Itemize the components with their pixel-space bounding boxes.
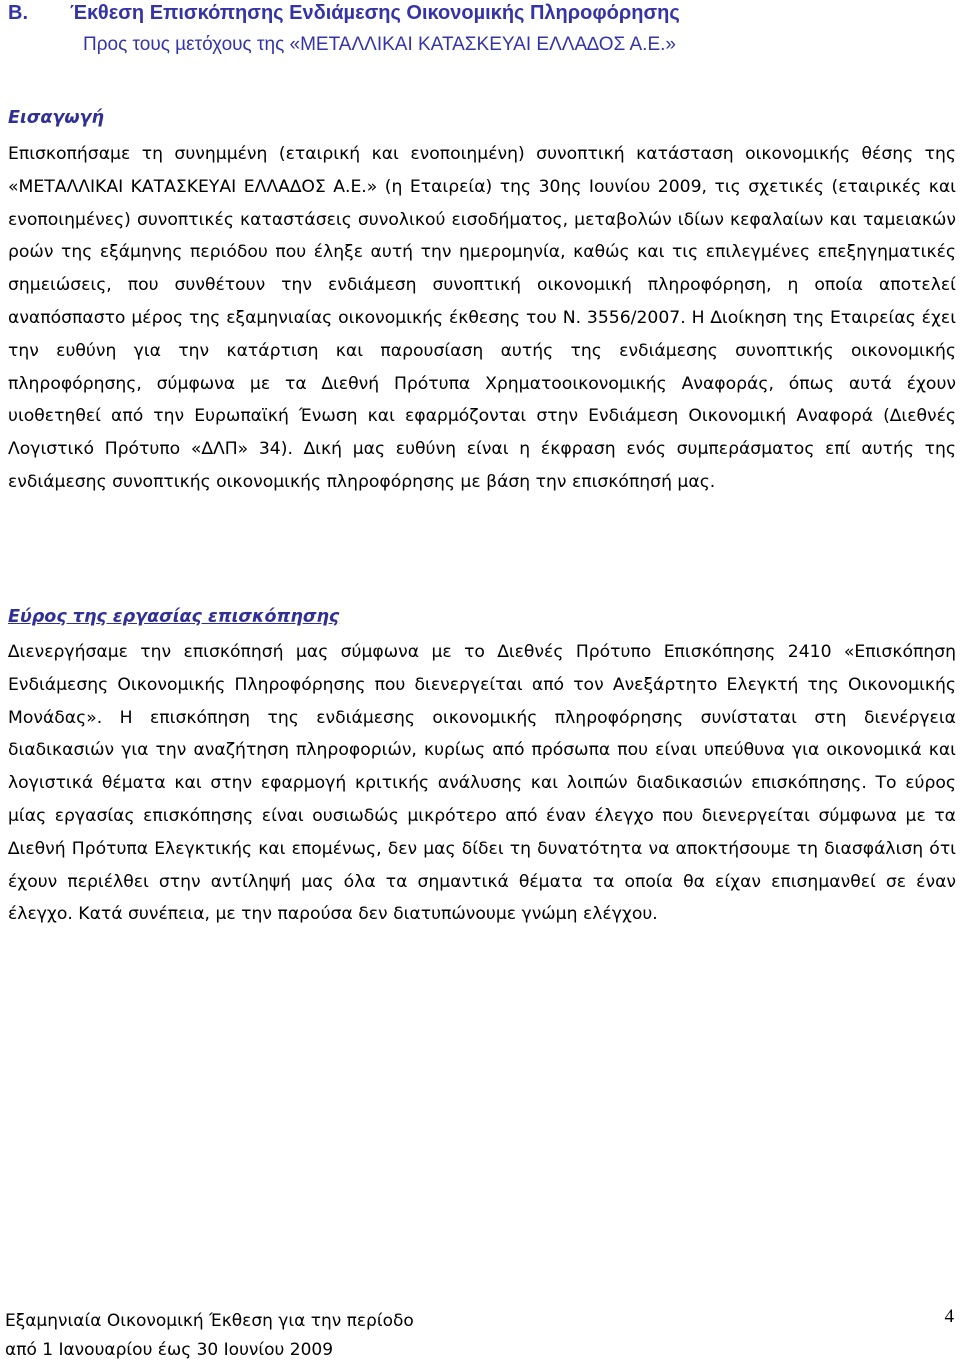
page-number: 4 [944, 1306, 954, 1327]
introduction-paragraph-rest: Η ∆ιοίκηση της Εταιρείας έχει την ευθύνη για την κατάρτιση και παρουσίαση αυτής της ενδιάµεσης συνοπτικής οικονοµικής πληροφόρησης, σύµφωνα µε τα ∆ιεθνή Πρότυπα Χρηµατοοικονοµικής Αναφοράς, όπως αυτά έχουν υιοθετηθεί από την Ευρωπαϊκή Ένωση και εφαρµόζονται στην Ενδιάµεση Οικονοµική Αναφορά (∆ιεθνές Λογιστικό Πρότυπο «∆ΛΠ» 34). ∆ική µας ευθύνη είναι η έκφραση ενός συµπεράσµατος επί αυτής της ενδιάµεσης συνοπτικής οικονοµικής πληροφόρησης µε βάση την επισκόπησή µας. [8, 307, 957, 492]
introduction-paragraph [8, 138, 956, 499]
scope-heading [8, 607, 339, 627]
section-letter: Β. [8, 2, 28, 24]
scope-heading-text: Εύρος της εργασίας επισκόπησης [8, 607, 340, 627]
footer-period-line1: Εξαµηνιαία Οικονοµική Έκθεση για την περίοδο [5, 1311, 414, 1331]
introduction-heading: Εισαγωγή [8, 108, 104, 128]
introduction-paragraph-start: Επισκοπήσαµε τη συνηµµένη (εταιρική και ενοποιηµένη) συνοπτική κατάσταση οικονοµικής θέσης της «ΜΕΤΑΛΛΙΚΑΙ ΚΑΤΑΣΚΕΥΑΙ ΕΛΛΑ∆ΟΣ Α.Ε.» (η Εταιρεία) της 30ης Ιουνίου 2009, τις σχετικές (εταιρικές και ενοποιηµένες) συνοπτικές καταστάσεις συνολικού εισοδήµατος, µεταβολών ιδίων κεφαλαίων και ταµειακών ροών της εξάµηνης περιόδου που έληξε αυτή την ηµεροµηνία, καθώς και τις επιλεγµένες επεξηγηµατικές σηµειώσεις, που συνθέτουν την ενδιάµεση συνοπτική οικονοµική πληροφόρηση, η οποία αποτελεί αναπόσπαστο µέρος της εξαµηνιαίας οικονοµικής έκθεσης του Ν. 3556/2007. [8, 144, 956, 328]
scope-paragraph: ∆ιενεργήσαµε την επισκόπησή µας σύµφωνα µε το ∆ιεθνές Πρότυπο Επισκόπησης 2410 «Επισκόπηση Ενδιάµεσης Οικονοµικής Πληροφόρησης που διενεργείται από τον Ανεξάρτητο Ελεγκτή της Οικονοµικής Μονάδας». Η επισκόπηση της ενδιάµεσης οικονοµικής πληροφόρησης συνίσταται στη διενέργεια διαδικασιών για την αναζήτηση πληροφοριών, κυρίως από πρόσωπα που είναι υπεύθυνα για οικονοµικά και λογιστικά θέµατα και στην εφαρµογή κριτικής ανάλυσης και λοιπών διαδικασιών επισκόπησης. Το εύρος µίας εργασίας επισκόπησης είναι ουσιωδώς µικρότερο από έναν έλεγχο που διενεργείται σύµφωνα µε τα ∆ιεθνή Πρότυπα Ελεγκτικής και εποµένως, δεν µας δίδει τη δυνατότητα να αποκτήσουµε τη διασφάλιση ότι έχουν περιέλθει στην αντίληψή µας όλα τα σηµαντικά θέµατα τα οποία θα είχαν επισηµανθεί σε έναν έλεγχο. Κατά συνέπεια, µε την παρούσα δεν διατυπώνουµε γνώµη ελέγχου. [8, 642, 956, 925]
report-title-text: Έκθεση Επισκόπησης Ενδιάµεσης Οικονοµικής Πληροφόρησης [70, 2, 680, 24]
footer-period-line2: από 1 Ιανουαρίου έως 30 Ιουνίου 2009 [5, 1340, 334, 1360]
report-title [0, 2, 960, 25]
report-subtitle: Προς τους µετόχους της «ΜΕΤΑΛΛΙΚΑΙ ΚΑΤΑΣΚΕΥΑΙ ΕΛΛΑ∆ΟΣ Α.Ε.» [83, 34, 676, 55]
